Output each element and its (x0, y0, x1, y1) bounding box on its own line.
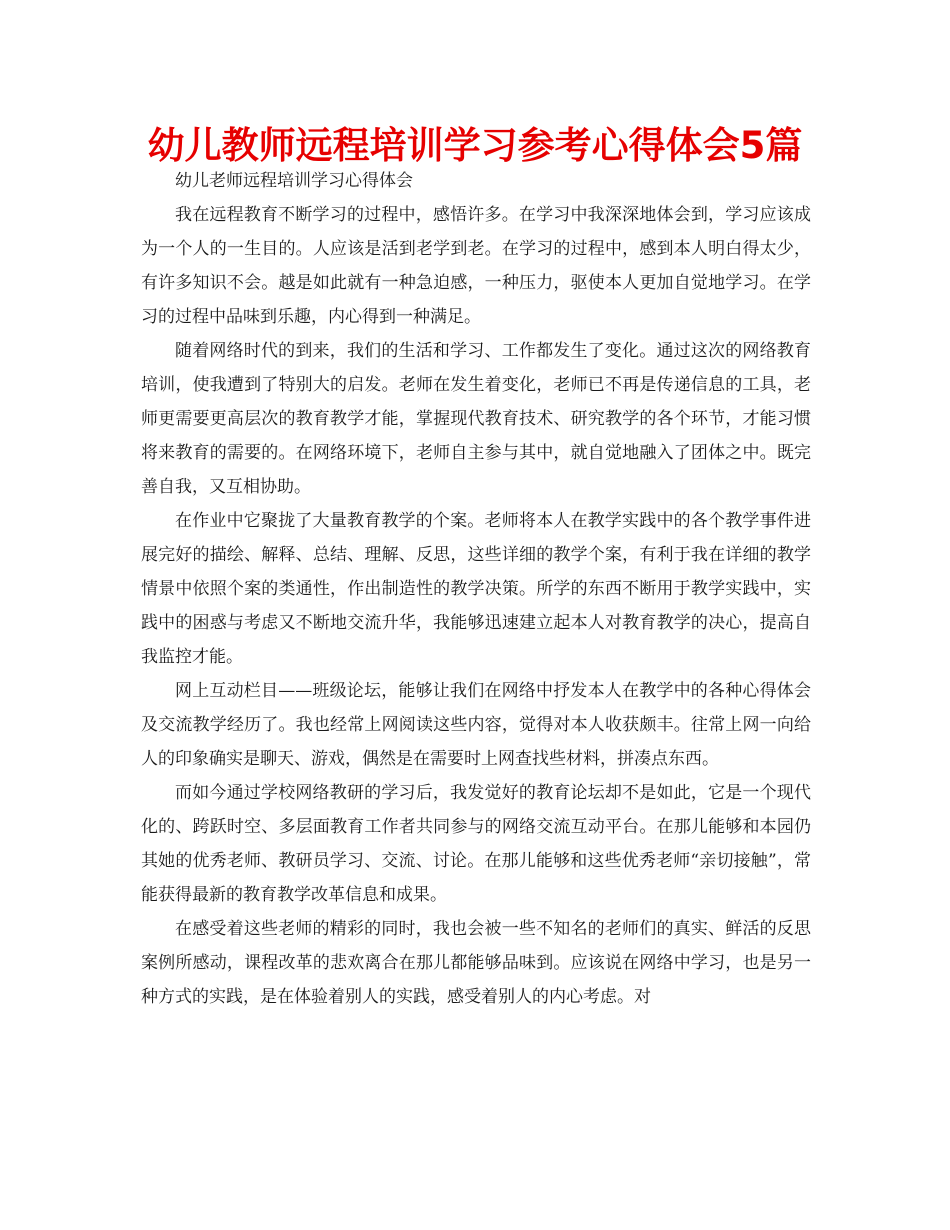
document-subtitle: 幼儿老师远程培训学习心得体会 (175, 171, 413, 191)
paragraph: 在感受着这些老师的精彩的同时，我也会被一些不知名的老师们的真实、鲜活的反思案例所感动，课程改革的悲欢离合在那儿都能够品味到。应该说在网络中学习，也是另一种方式的实践，是在体验着别人的实践，感受着别人的内心考虑。对 (141, 919, 811, 1007)
paragraph: 随着网络时代的到来，我们的生活和学习、工作都发生了变化。通过这次的网络教育培训，使我遭到了特别大的启发。老师在发生着变化，老师已不再是传递信息的工具，老师更需要更高层次的教育教学才能，掌握现代教育技术、研究教学的各个环节，才能习惯将来教育的需要的。在网络环境下，老师自主参与其中，就自觉地融入了团体之中。既完善自我，又互相协助。 (141, 341, 811, 497)
paragraph: 而如今通过学校网络教研的学习后，我发觉好的教育论坛却不是如此，它是一个现代化的、跨跃时空、多层面教育工作者共同参与的网络交流互动平台。在那儿能够和本园仍其她的优秀老师、教研员学习、交流、讨论。在那儿能够和这些优秀老师“亲切接触”，常能获得最新的教育教学改革信息和成果。 (141, 783, 811, 905)
document-title: 幼儿教师远程培训学习参考心得体会5篇 (147, 124, 803, 167)
paragraph: 网上互动栏目——班级论坛，能够让我们在网络中抒发本人在教学中的各种心得体会及交流教学经历了。我也经常上网阅读这些内容，觉得对本人收获颇丰。往常上网一向给人的印象确实是聊天、游戏，偶然是在需要时上网查找些材料，拼凑点东西。 (141, 681, 811, 769)
paragraph: 在作业中它聚拢了大量教育教学的个案。老师将本人在教学实践中的各个教学事件进展完好的描绘、解释、总结、理解、反思，这些详细的教学个案，有利于我在详细的教学情景中依照个案的类通性，作出制造性的教学决策。所学的东西不断用于教学实践中，实践中的困惑与考虑又不断地交流升华，我能够迅速建立起本人对教育教学的决心，提高自我监控才能。 (141, 511, 811, 667)
document-body (141, 164, 811, 1014)
paragraph: 我在远程教育不断学习的过程中，感悟许多。在学习中我深深地体会到，学习应该成为一个人的一生目的。人应该是活到老学到老。在学习的过程中，感到本人明白得太少，有许多知识不会。越是如此就有一种急迫感，一种压力，驱使本人更加自觉地学习。在学习的过程中品味到乐趣，内心得到一种满足。 (141, 205, 811, 327)
